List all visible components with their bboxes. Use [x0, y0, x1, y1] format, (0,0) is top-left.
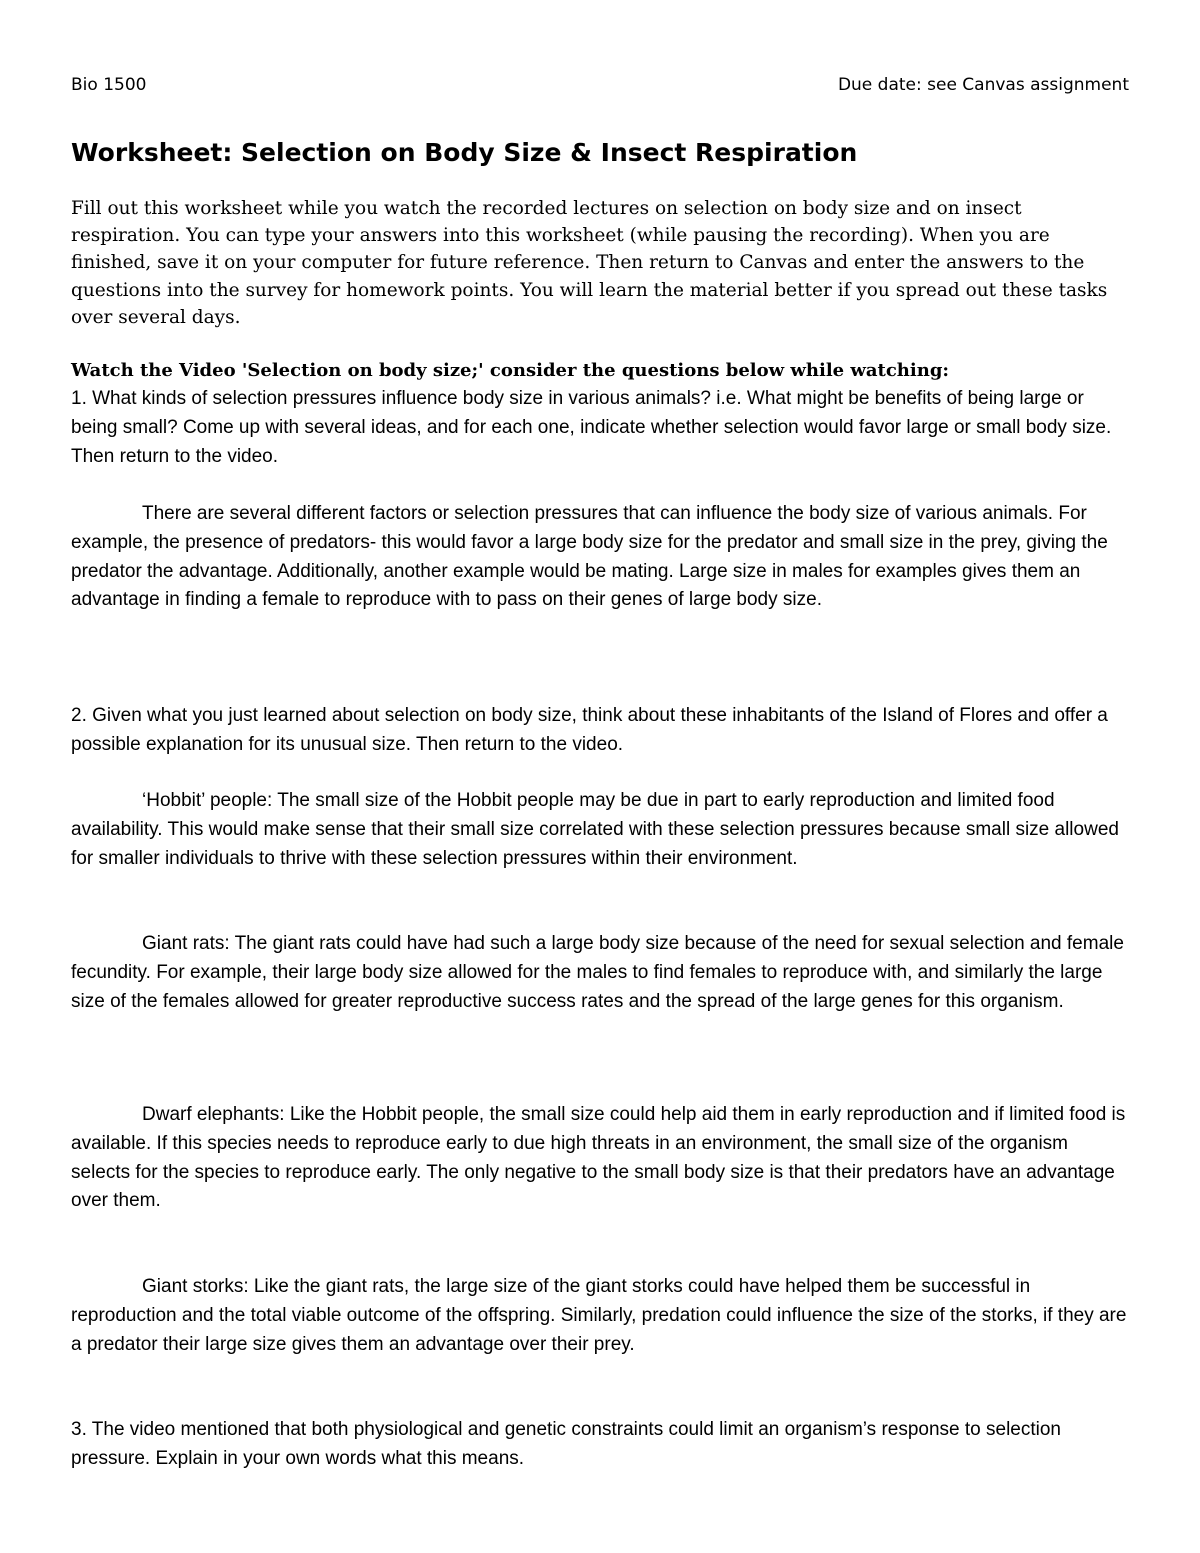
video-heading: Watch the Video 'Selection on body size;' consider the questions below while watching:: [71, 360, 950, 381]
due-date: Due date: see Canvas assignment: [837, 75, 1129, 95]
question-1: 1. What kinds of selection pressures influence body size in various animals? i.e. What might be benefits of being large or being small? Come up with several ideas, and for each one, indicate whether selection would favor large or small body size. Then return to the video.: [71, 388, 1112, 467]
answer-2-giant-storks: Giant storks: Like the giant rats, the large size of the giant storks could have helped them be successful in reproduction and the total viable outcome of the offspring. Similarly, predation could influence the size of the storks, if they are a predator their large size gives them an advantage over their prey.: [71, 1276, 1127, 1355]
answer-1: There are several different factors or selection pressures that can influence the body size of various animals. For example, the presence of predators- this would favor a large body size for the predator and small size in the prey, giving the predator the advantage. Additionally, another example would be mating. Large size in males for examples gives them an advantage in finding a female to reproduce with to pass on their genes of large body size.: [71, 503, 1108, 611]
question-3: 3. The video mentioned that both physiological and genetic constraints could limit an organism’s response to selection pressure. Explain in your own words what this means.: [71, 1419, 1061, 1469]
answer-2-hobbit: ‘Hobbit’ people: The small size of the Hobbit people may be due in part to early reproduction and limited food availability. This would make sense that their small size correlated with these selection pressures because small size allowed for smaller individuals to thrive with these selection pressures within their environment.: [71, 790, 1119, 869]
worksheet-title: Worksheet: Selection on Body Size & Insect Respiration: [71, 138, 858, 167]
question-1-section: [71, 357, 1129, 471]
answer-2-giant-rats: Giant rats: The giant rats could have had such a large body size because of the need for sexual selection and female fecundity. For example, their large body size allowed for the males to find females to reproduce with, and similarly the large size of the females allowed for greater reproductive success rates and the spread of the large genes for this organism.: [71, 933, 1124, 1012]
course-code: Bio 1500: [71, 75, 147, 95]
answer-2-dwarf-elephants: Dwarf elephants: Like the Hobbit people, the small size could help aid them in early reproduction and if limited food is available. If this species needs to reproduce early to due high threats in an environment, the small size of the organism selects for the species to reproduce early. The only negative to the small body size is that their predators have an advantage over them.: [71, 1104, 1126, 1212]
intro-paragraph: Fill out this worksheet while you watch the recorded lectures on selection on body size and on insect respiration. You can type your answers into this worksheet (while pausing the recording). When you are finished, save it on your computer for future reference. Then return to Canvas and enter the answers to the questions into the survey for homework points. You will learn the material better if you spread out these tasks over several days.: [71, 198, 1108, 328]
question-2: 2. Given what you just learned about selection on body size, think about these inhabitants of the Island of Flores and offer a possible explanation for its unusual size. Then return to the video.: [71, 705, 1108, 755]
